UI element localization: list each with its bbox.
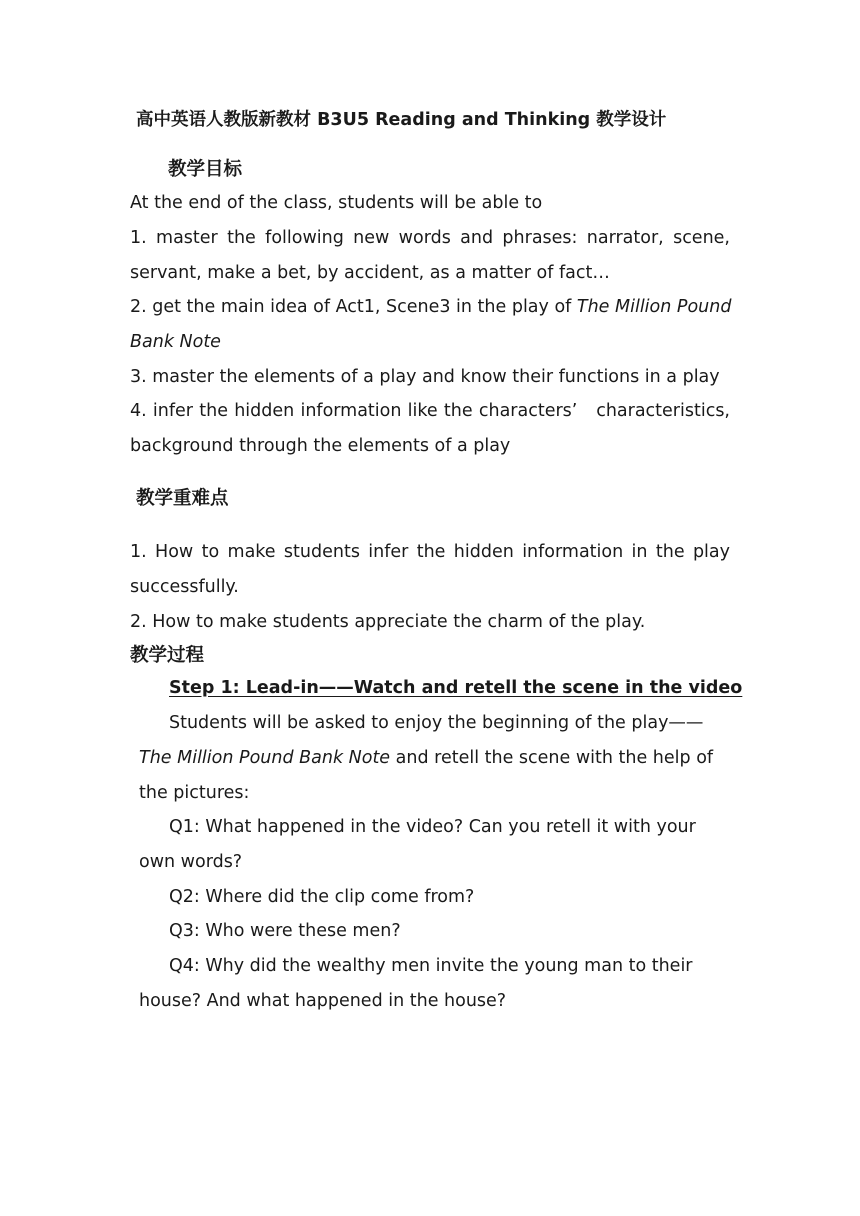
- question-1-line-2: own words?: [139, 852, 243, 872]
- question-4-line-1: Q4: Why did the wealthy men invite the young man to their: [169, 956, 693, 976]
- objectives-intro: At the end of the class, students will be able to: [130, 193, 543, 213]
- question-3: Q3: Who were these men?: [169, 921, 401, 941]
- key-point-1-line-1: 1. How to make students infer the hidden information in the play: [130, 542, 730, 562]
- objectives-heading: 教学目标: [168, 159, 243, 180]
- objective-item-3: 3. master the elements of a play and know their functions in a play: [130, 367, 720, 387]
- key-point-2: 2. How to make students appreciate the charm of the play.: [130, 612, 646, 632]
- key-point-1-line-2: successfully.: [130, 577, 239, 597]
- step-1-paragraph-line-2: [139, 741, 713, 776]
- step-1-title: Step 1: Lead-in——Watch and retell the scene in the video: [169, 678, 743, 698]
- objective-item-4-line-2: background through the elements of a play: [130, 436, 511, 456]
- key-points-heading: 教学重难点: [136, 488, 229, 509]
- step-1-paragraph-line-1: Students will be asked to enjoy the beginning of the play——: [169, 713, 704, 733]
- objective-item-2-prefix: 2. get the main idea of Act1, Scene3 in the play of: [130, 297, 577, 317]
- step-1-paragraph-line-3: the pictures:: [139, 783, 250, 803]
- play-title-part-2: Bank Note: [130, 332, 221, 352]
- objective-item-1-line-1: 1. master the following new words and phrases: narrator, scene,: [130, 228, 730, 248]
- play-title-part-1: The Million Pound: [576, 297, 732, 317]
- objective-item-4-line-1: 4. infer the hidden information like the characters’ characteristics,: [130, 401, 730, 421]
- question-2: Q2: Where did the clip come from?: [169, 887, 475, 907]
- step-1-paragraph-line-2-rest: and retell the scene with the help of: [390, 748, 714, 768]
- document-title: 高中英语人教版新教材 B3U5 Reading and Thinking 教学设计: [136, 110, 667, 130]
- question-1-line-1: Q1: What happened in the video? Can you retell it with your: [169, 817, 696, 837]
- process-heading: 教学过程: [130, 645, 205, 666]
- question-4-line-2: house? And what happened in the house?: [139, 991, 507, 1011]
- objective-item-1-line-2: servant, make a bet, by accident, as a matter of fact…: [130, 263, 610, 283]
- objective-item-2-line-1: [130, 290, 731, 325]
- objective-item-2-line-2: [130, 325, 221, 360]
- play-title-inline: The Million Pound Bank Note: [139, 748, 391, 768]
